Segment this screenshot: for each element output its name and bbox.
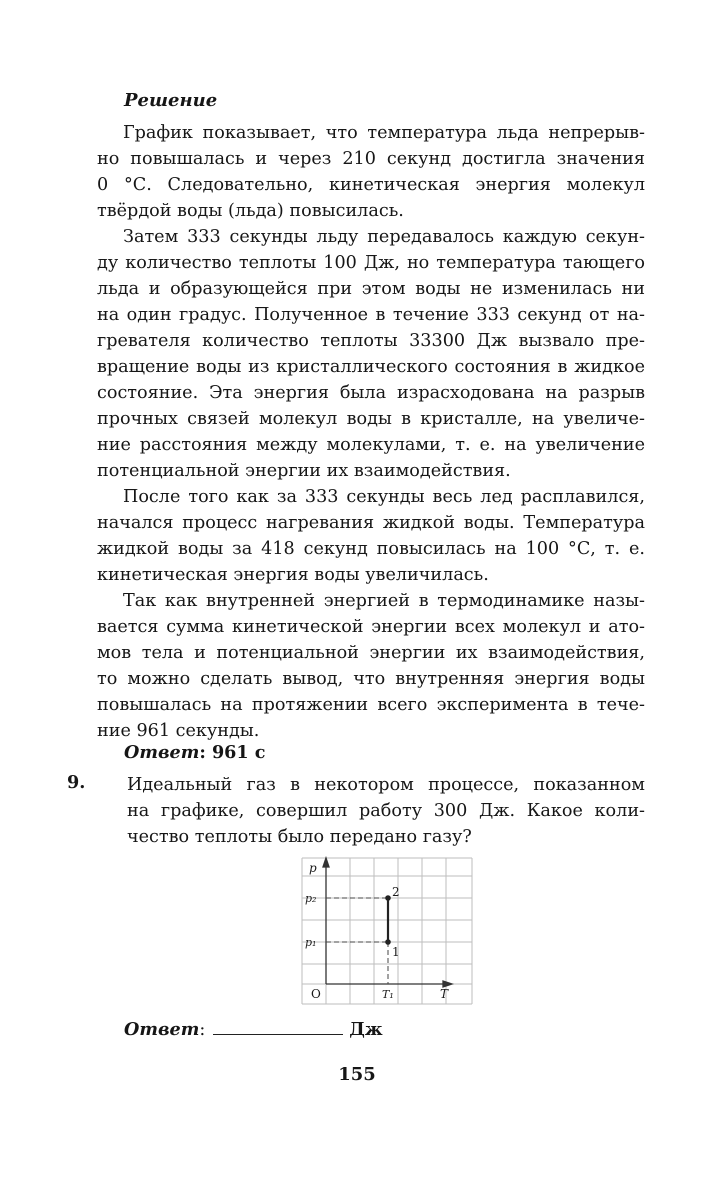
text-line: ду количество теплоты 100 Дж, но температура тающего [97,253,645,273]
text-line: мов тела и потенциальной энергии их взаимодействия, [97,643,645,663]
text-line: льда и образующейся при этом воды не изменилась ни [97,279,645,299]
text-line: График показывает, что температура льда непрерыв- [123,123,645,143]
point-2-marker [385,895,391,901]
text-line: ние расстояния между молекулами, т. е. на увеличение [97,435,645,455]
text-line: Так как внутренней энергией в термодинамике назы- [123,591,645,611]
text-line: Затем 333 секунды льду передавалось каждую секун- [123,227,645,247]
solution-paragraph-2 [97,224,645,484]
text-line: на графике, совершил работу 300 Дж. Какое коли- [127,801,645,821]
t1-label: T₁ [382,988,394,1001]
t-axis-label: T [440,987,449,1001]
origin-label: O [311,987,321,1001]
text-line: начался процесс нагревания жидкой воды. Температура [97,513,645,533]
solution-paragraph-1 [97,120,645,224]
text-line: вается сумма кинетической энергии всех молекул и ато- [97,617,645,637]
text-line: После того как за 333 секунды весь лед расплавился, [123,487,645,507]
task-answer-line: Ответ: Дж [124,1016,383,1040]
p-t-graph [298,856,476,1006]
p1-label: p₁ [305,936,317,949]
answer-blank-field[interactable] [213,1016,343,1035]
solution-paragraph-4 [97,588,645,744]
solution-answer: Ответ: 961 с [124,742,266,763]
text-line: на один градус. Полученное в течение 333 секунд от на- [97,305,645,325]
text-line: чество теплоты было передано газу? [127,827,472,847]
graph-guides [326,898,388,984]
text-line: прочных связей молекул воды в кристалле, на увеличе- [97,409,645,429]
text-line: повышалась на протяжении всего эксперимента в тече- [97,695,645,715]
task-answer-label: Ответ [124,1019,200,1040]
text-line: состояние. Эта энергия была израсходована на разрыв [97,383,645,403]
answer-label: Ответ [124,742,200,763]
text-line: твёрдой воды (льда) повысилась. [97,201,404,221]
text-line: Идеальный газ в некотором процессе, показанном [127,775,645,795]
text-line: но повышалась и через 210 секунд достигла значения [97,149,645,169]
text-line: потенциальной энергии их взаимодействия. [97,461,511,481]
text-line: ние 961 секунды. [97,721,260,741]
text-line: жидкой воды за 418 секунд повысилась на 100 °С, т. е. [97,539,645,559]
p-axis-label: p [309,861,317,875]
solution-heading: Решение [124,90,218,111]
point-2-label: 2 [392,885,400,899]
answer-value: 961 с [211,742,266,763]
solution-paragraph-3 [97,484,645,588]
text-line: кинетическая энергия воды увеличилась. [97,565,489,585]
text-line: то можно сделать вывод, что внутренняя энергия воды [97,669,645,689]
point-1-label: 1 [392,945,400,959]
answer-unit: Дж [349,1019,383,1040]
text-line: 0 °С. Следовательно, кинетическая энергия молекул [97,175,645,195]
p2-label: p₂ [305,892,317,905]
page-number: 155 [338,1064,376,1085]
text-line: вращение воды из кристаллического состояния в жидкое [97,357,645,377]
task-text [127,772,645,850]
text-line: гревателя количество теплоты 33300 Дж вызвало пре- [97,331,645,351]
point-1-marker [385,939,391,945]
task-number: 9. [67,772,86,793]
